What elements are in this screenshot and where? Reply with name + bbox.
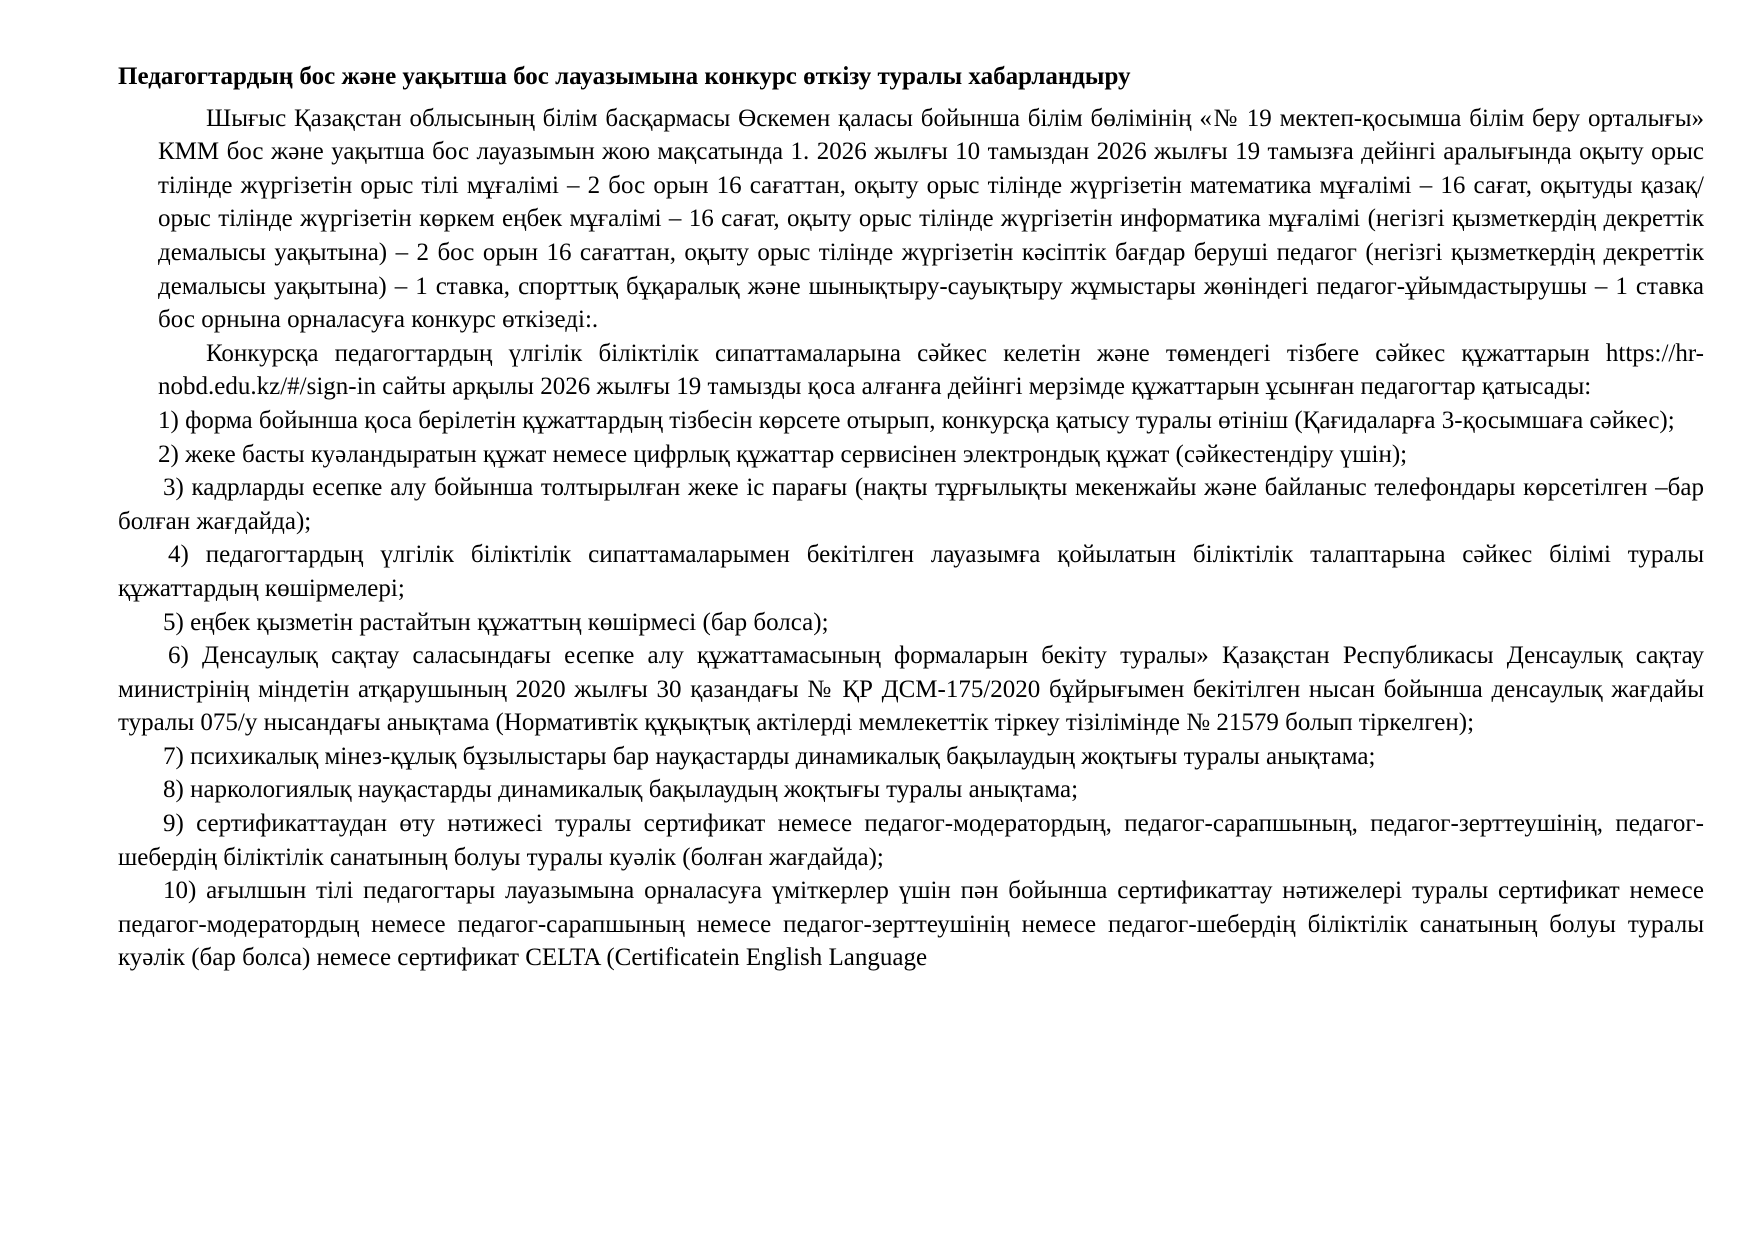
list-item-5: 5) еңбек қызметін растайтын құжаттың көшірмесі (бар болса);: [163, 608, 829, 636]
paragraph-announcement: Шығыс Қазақстан облысының білім басқармасы Өскемен қаласы бойынша білім бөлімінің «№ 19 мектеп-қосымша білім беру орталығы» КММ бос және уақытша бос лауазымын жою мақсатында 1. 2026 жылғы 10 тамыздан 2026 жылғы 19 тамызға дейінгі аралығында оқыту орыс тілінде жүргізетін орыс тілі мұғалімі – 2 бос орын 16 сағаттан, оқыту орыс тілінде жүргізетін математика мұғалімі – 16 сағат, оқытуды қазақ/орыс тілінде жүргізетін көркем еңбек мұғалімі – 16 сағат, оқыту орыс тілінде жүргізетін информатика мұғалімі (негізгі қызметкердің декреттік демалысы уақытына) – 2 бос орын 16 сағаттан, оқыту орыс тілінде жүргізетін кәсіптік бағдар беруші педагог (негізгі қызметкердің декреттік демалысы уақытына) – 1 ставка, спорттық бұқаралық және шынықтыру-сауықтыру жұмыстары жөніндегі педагог-ұйымдастырушы – 1 ставка бос орнына орналасуға конкурс өткізеді:.: [158, 104, 1704, 334]
list-item-9: 9) сертификаттаудан өту нәтижесі туралы сертификат немесе педагог-модератордың, педагог-сарапшының, педагог-зерттеушінің, педагог-шебердің біліктілік санатының болуы туралы куәлік (болған жағдайда);: [118, 810, 1704, 871]
list-item-6: 6) Денсаулық сақтау саласындағы есепке алу құжаттамасының формаларын бекіту туралы» Қазақстан Республикасы Денсаулық сақтау министрінің міндетін атқарушының 2020 жылғы 30 қазандағы № ҚР ДСМ-175/2020 бұйрығымен бекітілген нысан бойынша денсаулық жағдайы туралы 075/у нысандағы анықтама (Нормативтік құқықтық актілерді мемлекеттік тіркеу тізілімінде № 21579 болып тіркелген);: [118, 642, 1704, 737]
list-item-8: 8) наркологиялық науқастарды динамикалық бақылаудың жоқтығы туралы анықтама;: [163, 776, 1079, 804]
paragraph-participants: Конкурсқа педагогтардың үлгілік біліктілік сипаттамаларына сәйкес келетін және төмендегі тізбеге сәйкес құжаттарын https://hr-nobd.edu.kz/#/sign-in сайты арқылы 2026 жылғы 19 тамызды қоса алғанға дейінгі мерзімде құжаттарын ұсынған педагогтар қатысады:: [158, 339, 1704, 401]
list-item-10: 10) ағылшын тілі педагогтары лауазымына орналасуға үміткерлер үшін пән бойынша сертификаттау нәтижелері туралы сертификат немесе педагог-модератордың немесе педагог-сарапшының немесе педагог-зерттеушінің немесе педагог-шебердің біліктілік санатының болуы туралы куәлік (бар болса) немесе сертификат CELTA (Certificatein English Language: [118, 877, 1704, 972]
list-item-2: 2) жеке басты куәландыратын құжат немесе цифрлық құжаттар сервисінен электрондық құжат (сәйкестендіру үшін);: [158, 440, 1408, 468]
list-item-1: 1) форма бойынша қоса берілетін құжаттардың тізбесін көрсете отырып, конкурсқа қатысу туралы өтініш (Қағидаларға 3-қосымшаға сәйкес);: [158, 406, 1675, 434]
document-body: [118, 60, 1704, 975]
list-item-4: 4) педагогтардың үлгілік біліктілік сипаттамаларымен бекітілген лауазымға қойылатын біліктілік талаптарына сәйкес білімі туралы құжаттардың көшірмелері;: [118, 541, 1704, 602]
list-item-7: 7) психикалық мінез-құлық бұзылыстары бар науқастарды динамикалық бақылаудың жоқтығы туралы анықтама;: [163, 742, 1376, 770]
document-title: Педагогтардың бос және уақытша бос лауазымына конкурс өткізу туралы хабарландыру: [118, 63, 1131, 90]
list-item-3: 3) кадрларды есепке алу бойынша толтырылған жеке іс парағы (нақты тұрғылықты мекенжайы және байланыс телефондары көрсетілген –бар болған жағдайда);: [118, 474, 1704, 535]
